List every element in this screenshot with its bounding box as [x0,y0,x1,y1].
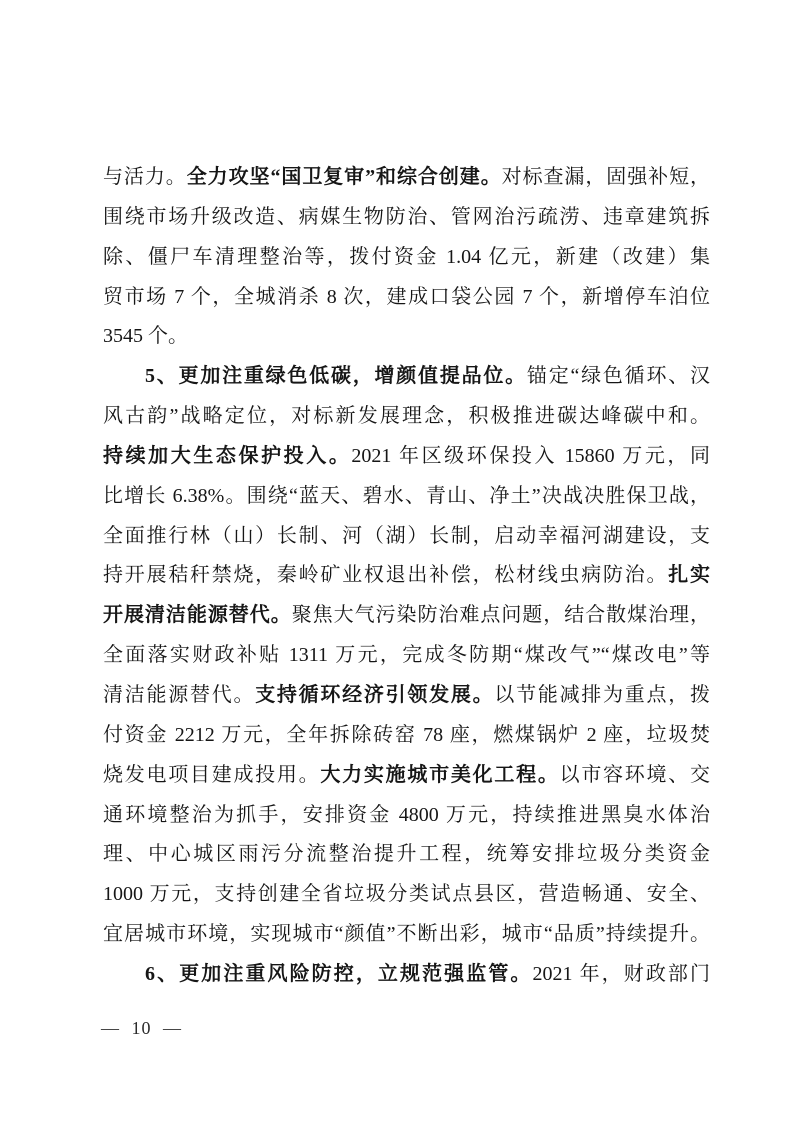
text-segment: 除、僵尸车清理整治等，拨付资金 1.04 亿元，新建（改建）集 [103,245,710,268]
text-line [103,437,710,477]
text-line [103,756,710,796]
text-segment: 以市容环境、交 [559,763,710,786]
bold-text-segment: 大力实施城市美化工程。 [320,763,560,786]
text-line [103,676,710,716]
text-line [103,158,710,198]
text-segment: 以节能减排为重点，拨 [494,683,710,706]
text-segment: 比增长 6.38%。围绕“蓝天、碧水、青山、净土”决战决胜保卫战， [103,484,710,507]
page-footer [101,1018,182,1039]
text-segment: 通环境整治为抓手，安排资金 4800 万元，持续推进黑臭水体治 [103,803,710,826]
text-segment: 3545 个。 [103,325,188,348]
text-segment: 风古韵”战略定位，对标新发展理念，积极推进碳达峰碳中和。 [103,405,710,428]
text-segment: 宜居城市环境，实现城市“颜值”不断出彩，城市“品质”持续提升。 [103,923,710,946]
text-segment: 2021 年，财政部门 [532,962,710,985]
text-segment: 全面落实财政补贴 1311 万元，完成冬防期“煤改气”“煤改电”等 [103,644,710,667]
text-line [103,716,710,756]
text-line [103,198,710,238]
text-segment: 聚焦大气污染防治难点问题，结合散煤治理， [291,604,710,627]
text-line [103,278,710,318]
text-segment: 持开展秸秆禁烧，秦岭矿业权退出补偿，松材线虫病防治。 [103,564,669,587]
text-line [103,556,710,596]
bold-text-segment: 6、更加注重风险防控，立规范强监管。 [145,962,533,985]
text-segment: 对标查漏，固强补短， [501,166,710,188]
page-number: — 10 — [101,1018,182,1038]
bold-text-segment: 开展清洁能源替代。 [103,604,292,627]
text-segment: 与活力。 [103,166,187,188]
text-line [103,596,710,636]
text-line [103,357,710,397]
text-segment: 清洁能源替代。 [103,683,256,706]
text-line [103,238,710,278]
text-line [103,835,710,875]
text-line [103,636,710,676]
text-segment: 全面推行林（山）长制、河（湖）长制，启动幸福河湖建设，支 [103,524,710,547]
text-line [103,915,710,955]
bold-text-segment: 持续加大生态保护投入。 [103,444,352,467]
text-line [103,955,710,995]
document-body [103,158,710,995]
text-segment: 烧发电项目建成投用。 [103,763,321,786]
bold-text-segment: 支持循环经济引领发展。 [255,683,495,706]
text-line [103,397,710,437]
text-segment: 理、中心城区雨污分流整治提升工程，统筹安排垃圾分类资金 [103,843,710,866]
text-line [103,477,710,517]
text-segment: 1000 万元，支持创建全省垃圾分类试点县区，营造畅通、安全、 [103,883,710,906]
text-segment: 2021 年区级环保投入 15860 万元，同 [351,444,710,467]
bold-text-segment: 扎实 [668,564,710,587]
bold-text-segment: 5、更加注重绿色低碳，增颜值提品位。 [145,365,527,388]
text-line [103,517,710,557]
text-segment: 贸市场 7 个，全城消杀 8 次，建成口袋公园 7 个，新增停车泊位 [103,285,710,308]
text-segment: 付资金 2212 万元，全年拆除砖窑 78 座，燃煤锅炉 2 座，垃圾焚 [103,723,710,746]
text-segment: 锚定“绿色循环、汉 [526,365,710,388]
text-line [103,796,710,836]
text-line [103,875,710,915]
text-segment: 围绕市场升级改造、病媒生物防治、管网治污疏涝、违章建筑拆 [103,205,710,228]
text-line [103,317,710,357]
bold-text-segment: 全力攻坚“国卫复审”和综合创建。 [186,166,502,188]
